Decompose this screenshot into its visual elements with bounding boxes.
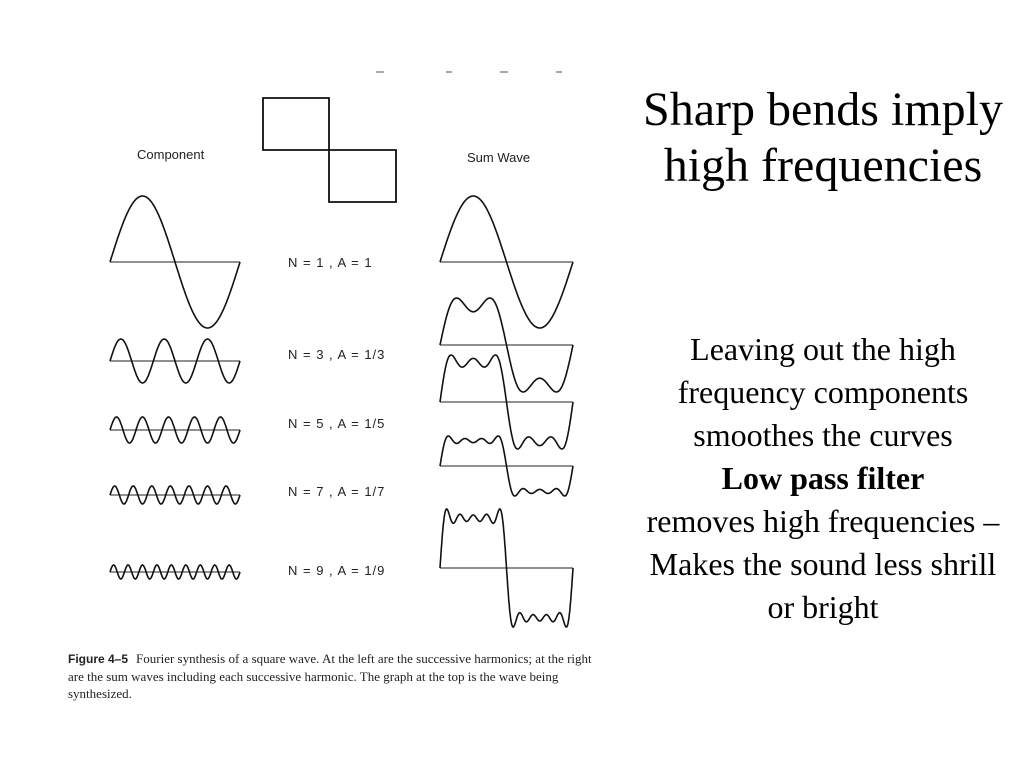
- harmonic-label-7: N = 7 , A = 1/7: [288, 484, 386, 499]
- harmonic-label-5: N = 5 , A = 1/5: [288, 416, 386, 431]
- body-line-2: removes high frequencies –: [646, 503, 1000, 539]
- component-wave-1: [110, 196, 240, 328]
- sum-wave-7: [440, 436, 573, 496]
- figure-number: Figure 4–5: [68, 652, 129, 666]
- harmonic-label-1: N = 1 , A = 1: [288, 255, 373, 270]
- component-wave-7: [110, 486, 240, 504]
- component-wave-5: [110, 417, 240, 443]
- figure-caption: [68, 650, 606, 702]
- harmonic-label-3: N = 3 , A = 1/3: [288, 347, 386, 362]
- target-square-wave: [263, 98, 396, 202]
- component-wave-3: [110, 339, 240, 383]
- caption-text: Fourier synthesis of a square wave. At the left are the successive harmonics; at the right are the sum waves including each successive harmonic. The graph at the top is the wave being synthesized.: [68, 651, 592, 701]
- body-line-3: Makes the sound less shrill or bright: [649, 546, 997, 625]
- harmonic-label-9: N = 9 , A = 1/9: [288, 563, 386, 578]
- body-line-1: Leaving out the high frequency components smoothes the curves: [677, 331, 969, 453]
- sum-wave-5: [440, 355, 573, 449]
- body-bold-line: Low pass filter: [721, 460, 925, 496]
- component-label: Component: [137, 147, 205, 162]
- sum-wave-3: [440, 298, 573, 392]
- sum-wave-label: Sum Wave: [467, 150, 531, 165]
- sum-wave-9: [440, 509, 573, 627]
- slide-title: Sharp bends imply high frequencies: [643, 83, 1003, 192]
- slide-body: [640, 328, 1006, 629]
- component-wave-9: [110, 565, 240, 579]
- sum-wave-1: [440, 196, 573, 328]
